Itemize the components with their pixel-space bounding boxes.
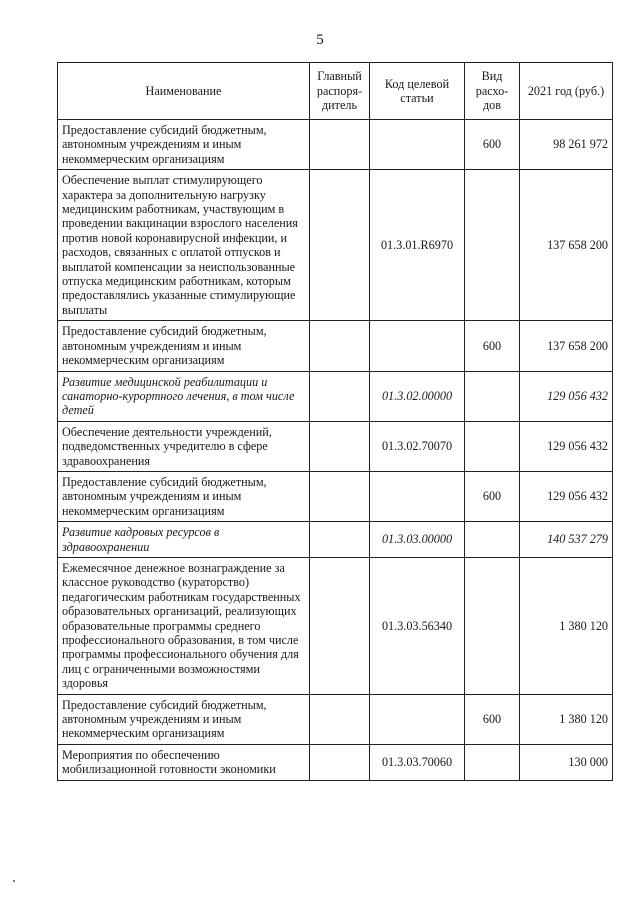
cell-manager	[310, 371, 370, 421]
table-row	[58, 371, 613, 421]
cell-manager	[310, 694, 370, 744]
cell-manager	[310, 421, 370, 471]
cell-type: 600	[465, 321, 520, 371]
cell-code	[370, 321, 465, 371]
cell-name: Развитие кадровых ресурсов в здравоохранении	[58, 522, 310, 558]
table-row	[58, 557, 613, 694]
cell-amount: 129 056 432	[520, 471, 613, 521]
cell-name: Развитие медицинской реабилитации и санаторно-курортного лечения, в том числе детей	[58, 371, 310, 421]
cell-name: Обеспечение деятельности учреждений, подведомственных учредителю в сфере здравоохранения	[58, 421, 310, 471]
cell-type	[465, 744, 520, 780]
cell-type	[465, 522, 520, 558]
table-header-row	[58, 63, 613, 120]
page-number: 5	[316, 32, 324, 48]
cell-manager	[310, 557, 370, 694]
table-row	[58, 744, 613, 780]
cell-type	[465, 557, 520, 694]
cell-code: 01.3.03.56340	[370, 557, 465, 694]
cell-type	[465, 421, 520, 471]
cell-name: Обеспечение выплат стимулирующего характера за дополнительную нагрузку медицинским работникам, участвующим в проведении вакцинации взрослого населения против новой коронавирусной инфекции, и расходов, связанных с оплатой отпусков и выплатой компенсации за неиспользованные отпуска медицинским работникам, которым предоставлялись указанные стимулирующие выплаты	[58, 170, 310, 321]
cell-code: 01.3.03.00000	[370, 522, 465, 558]
table-row	[58, 321, 613, 371]
cell-manager	[310, 321, 370, 371]
header-type: Вид расхо-дов	[465, 63, 520, 120]
cell-manager	[310, 471, 370, 521]
cell-amount: 140 537 279	[520, 522, 613, 558]
cell-amount: 137 658 200	[520, 321, 613, 371]
table-body	[58, 120, 613, 781]
cell-name: Мероприятия по обеспечению мобилизационной готовности экономики	[58, 744, 310, 780]
cell-type: 600	[465, 471, 520, 521]
cell-amount: 130 000	[520, 744, 613, 780]
cell-code: 01.3.01.R6970	[370, 170, 465, 321]
cell-manager	[310, 120, 370, 170]
cell-manager	[310, 170, 370, 321]
cell-code: 01.3.03.70060	[370, 744, 465, 780]
cell-code	[370, 471, 465, 521]
cell-amount: 129 056 432	[520, 421, 613, 471]
scan-speck	[13, 880, 15, 882]
cell-type: 600	[465, 120, 520, 170]
header-name: Наименование	[58, 63, 310, 120]
cell-name: Предоставление субсидий бюджетным, автономным учреждениям и иным некоммерческим организациям	[58, 471, 310, 521]
cell-code: 01.3.02.00000	[370, 371, 465, 421]
cell-amount: 137 658 200	[520, 170, 613, 321]
cell-name: Предоставление субсидий бюджетным, автономным учреждениям и иным некоммерческим организациям	[58, 321, 310, 371]
table-row	[58, 120, 613, 170]
cell-name: Предоставление субсидий бюджетным, автономным учреждениям и иным некоммерческим организациям	[58, 120, 310, 170]
cell-manager	[310, 744, 370, 780]
cell-amount: 98 261 972	[520, 120, 613, 170]
cell-type	[465, 170, 520, 321]
cell-amount: 1 380 120	[520, 557, 613, 694]
cell-amount: 129 056 432	[520, 371, 613, 421]
cell-manager	[310, 522, 370, 558]
cell-code: 01.3.02.70070	[370, 421, 465, 471]
cell-type	[465, 371, 520, 421]
cell-code	[370, 694, 465, 744]
cell-type: 600	[465, 694, 520, 744]
cell-name: Предоставление субсидий бюджетным, автономным учреждениям и иным некоммерческим организациям	[58, 694, 310, 744]
header-code: Код целевой статьи	[370, 63, 465, 120]
budget-table	[57, 62, 613, 781]
table-row	[58, 170, 613, 321]
table-row	[58, 421, 613, 471]
table-row	[58, 694, 613, 744]
cell-name: Ежемесячное денежное вознаграждение за классное руководство (кураторство) педагогическим работникам государственных образовательных организаций, реализующих образовательные программы среднего профессионального образования, в том числе программы профессионального обучения для лиц с ограниченными возможностями здоровья	[58, 557, 310, 694]
table-row	[58, 522, 613, 558]
cell-code	[370, 120, 465, 170]
header-manager: Главный распоря-дитель	[310, 63, 370, 120]
header-amount: 2021 год (руб.)	[520, 63, 613, 120]
cell-amount: 1 380 120	[520, 694, 613, 744]
table-row	[58, 471, 613, 521]
